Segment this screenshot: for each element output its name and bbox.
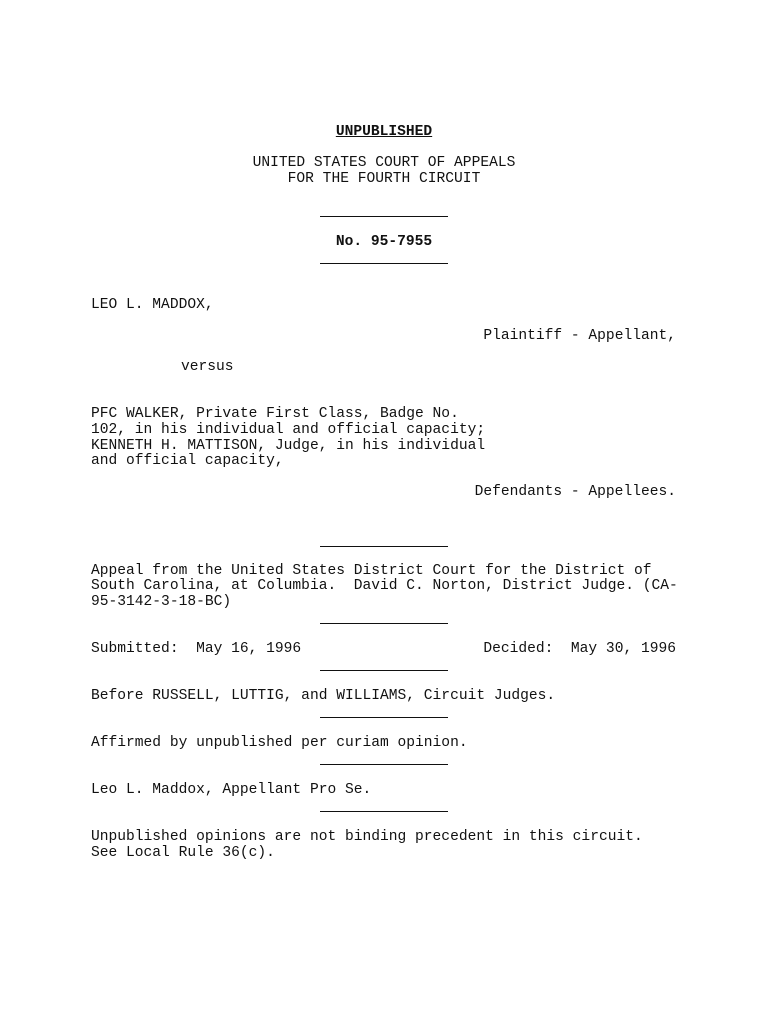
- defendants-role: Defendants - Appellees.: [474, 484, 676, 500]
- court-name-line2: FOR THE FOURTH CIRCUIT: [287, 171, 481, 187]
- defendants-line: KENNETH H. MATTISON, Judge, in his individual: [91, 438, 486, 454]
- appeal-line: Appeal from the United States District Court for the District of: [91, 563, 652, 579]
- plaintiff-name: LEO L. MADDOX,: [91, 297, 214, 313]
- decided-date: Decided: May 30, 1996: [483, 641, 676, 657]
- disposition: Affirmed by unpublished per curiam opinion.: [91, 735, 468, 751]
- divider: [320, 717, 448, 718]
- unpublished-label: UNPUBLISHED: [335, 124, 433, 140]
- divider: [320, 546, 448, 547]
- divider: [320, 670, 448, 671]
- divider: [320, 764, 448, 765]
- defendants-line: 102, in his individual and official capacity;: [91, 422, 486, 438]
- defendants-line: PFC WALKER, Private First Class, Badge No.: [91, 406, 459, 422]
- court-name-line1: UNITED STATES COURT OF APPEALS: [252, 155, 516, 171]
- defendants-line: and official capacity,: [91, 453, 284, 469]
- appeal-line: 95-3142-3-18-BC): [91, 594, 232, 610]
- submitted-date: Submitted: May 16, 1996: [91, 641, 302, 657]
- divider: [320, 811, 448, 812]
- notice-line: See Local Rule 36(c).: [91, 845, 275, 861]
- panel-judges: Before RUSSELL, LUTTIG, and WILLIAMS, Circuit Judges.: [91, 688, 556, 704]
- plaintiff-role: Plaintiff - Appellant,: [483, 328, 676, 344]
- counsel: Leo L. Maddox, Appellant Pro Se.: [91, 782, 372, 798]
- appeal-line: South Carolina, at Columbia. David C. Norton, District Judge. (CA-: [91, 578, 678, 594]
- divider: [320, 623, 448, 624]
- divider: [320, 216, 448, 217]
- divider: [320, 263, 448, 264]
- notice-line: Unpublished opinions are not binding precedent in this circuit.: [91, 829, 643, 845]
- case-number: No. 95-7955: [335, 234, 433, 250]
- versus-label: versus: [181, 359, 234, 375]
